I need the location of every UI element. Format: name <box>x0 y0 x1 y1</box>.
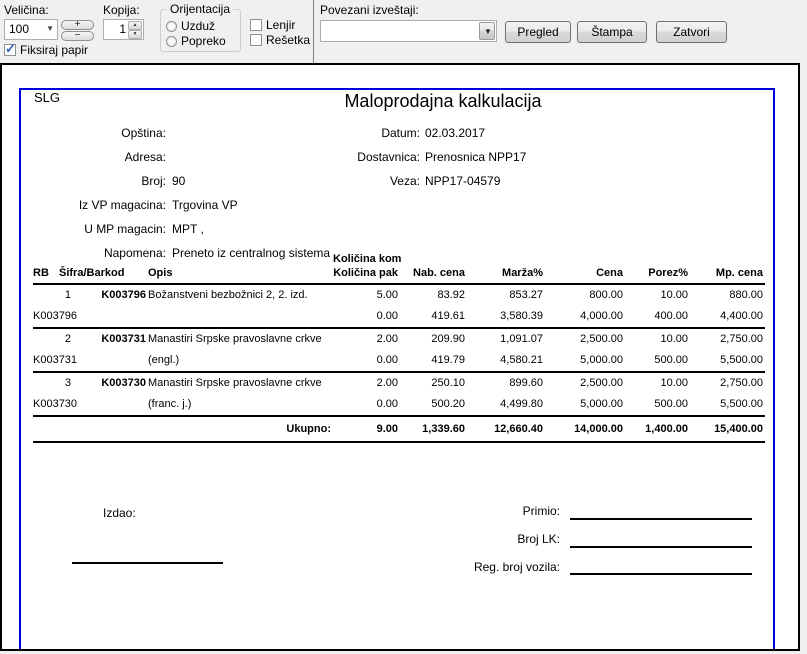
copies-input[interactable] <box>103 19 144 40</box>
zoom-out-button[interactable]: − <box>61 31 94 41</box>
report-logo: SLG <box>34 90 61 105</box>
table-row: 2 K003731 Manastiri Srpske pravoslavne crkve 2.00 209.90 1,091.07 2,500.00 10.00 2,750.00 K003731 (engl.) 0.00 419.79 4,580.21 5,000.00 500.00 5,500.00 <box>33 328 765 372</box>
radio-portrait[interactable] <box>166 19 215 33</box>
col-mp: Mp. cena <box>715 267 763 279</box>
chevron-down-icon[interactable]: ▼ <box>46 24 54 33</box>
report-preview-page[interactable] <box>0 63 800 651</box>
table-totals-row: Ukupno: 9.00 1,339.60 12,660.40 14,000.00 1,400.00 15,400.00 <box>33 416 765 442</box>
field-label-veza: Veza: <box>389 174 420 188</box>
toolbar <box>0 0 807 63</box>
print-button[interactable]: Štampa <box>577 21 647 43</box>
col-cena: Cena <box>596 267 623 279</box>
copies-value: 1 <box>119 22 126 36</box>
field-value-broj: 90 <box>172 174 186 188</box>
preview-button[interactable]: Pregled <box>505 21 571 43</box>
col-porez: Porez% <box>648 267 688 279</box>
close-button[interactable]: Zatvori <box>656 21 727 43</box>
grid-label: Rešetka <box>266 33 311 47</box>
fix-paper-checkbox[interactable] <box>4 43 88 57</box>
col-marza: Marža% <box>502 267 543 279</box>
field-label-u-mp: U MP magacin: <box>84 222 166 236</box>
copies-spinner[interactable] <box>128 21 142 39</box>
fix-paper-label: Fiksiraj papir <box>20 43 89 57</box>
field-value-u-mp: MPT , <box>172 222 204 236</box>
field-value-dostavnica: Prenosnica NPP17 <box>425 150 527 164</box>
totals-label: Ukupno: <box>286 423 331 435</box>
dropdown-button[interactable] <box>479 22 495 40</box>
vehicle-reg-label: Reg. broj vozila: <box>473 560 560 574</box>
report-title: Maloprodajna kalkulacija <box>344 91 542 111</box>
field-label-broj: Broj: <box>141 174 166 188</box>
field-value-veza: NPP17-04579 <box>425 174 501 188</box>
col-qty: Količina kom Količina pak <box>333 253 402 279</box>
zoom-in-button[interactable]: + <box>61 20 94 30</box>
ruler-checkbox[interactable] <box>250 18 295 32</box>
col-code: Šifra/Barkod <box>59 267 125 279</box>
table-row: 1 K003796 Božanstveni bezbožnici 2, 2. izd. 5.00 83.92 853.27 800.00 10.00 880.00 K003796 0.00 419.61 3,580.39 4,000.00 400.00 4,400.00 <box>33 284 765 328</box>
grid-checkbox[interactable] <box>250 33 310 47</box>
field-value-iz-vp: Trgovina VP <box>172 198 238 212</box>
checkbox-unchecked-icon[interactable] <box>250 19 262 31</box>
spin-down-icon[interactable]: ▼ <box>128 30 142 39</box>
checkbox-checked-icon[interactable] <box>4 41 16 56</box>
linked-reports-combobox[interactable] <box>320 20 497 42</box>
field-label-opstina: Opština: <box>121 126 166 140</box>
ruler-label: Lenjir <box>266 18 296 32</box>
radio-icon[interactable] <box>166 21 177 32</box>
col-rb: RB <box>33 267 49 279</box>
items-table <box>33 252 765 443</box>
col-nab: Nab. cena <box>413 267 465 279</box>
issued-signature-line <box>72 562 223 564</box>
field-label-datum: Datum: <box>381 126 420 140</box>
received-by-label: Primio: <box>522 504 560 518</box>
received-signature-line <box>570 518 752 520</box>
radio-landscape-label: Popreko <box>181 34 226 48</box>
checkbox-unchecked-icon[interactable] <box>250 34 262 46</box>
radio-portrait-label: Uzduž <box>181 19 216 33</box>
table-row: 3 K003730 Manastiri Srpske pravoslavne crkve 2.00 250.10 899.60 2,500.00 10.00 2,750.00 K003730 (franc. j.) 0.00 500.20 4,499.80 5,000.00 500.00 5,500.00 <box>33 372 765 416</box>
radio-icon[interactable] <box>166 36 177 47</box>
id-card-label: Broj LK: <box>517 532 560 546</box>
size-label: Veličina: <box>4 3 49 17</box>
field-value-datum: 02.03.2017 <box>425 126 486 140</box>
size-value: 100 <box>9 22 30 36</box>
spin-up-icon[interactable]: ▲ <box>128 21 142 30</box>
size-combobox[interactable] <box>4 19 58 40</box>
table-header <box>33 252 765 284</box>
copies-label: Kopija: <box>103 3 140 17</box>
radio-landscape[interactable] <box>166 34 226 48</box>
field-label-dostavnica: Dostavnica: <box>357 150 420 164</box>
issued-by-label: Izdao: <box>103 506 136 520</box>
field-label-napomena: Napomena: <box>103 246 166 260</box>
field-label-iz-vp: Iz VP magacina: <box>78 198 166 212</box>
field-label-adresa: Adresa: <box>124 150 166 164</box>
linked-reports-label: Povezani izveštaji: <box>320 3 419 17</box>
col-desc: Opis <box>148 267 173 279</box>
field-value-napomena: Preneto iz centralnog sistema <box>172 246 331 260</box>
orientation-group-title: Orijentacija <box>167 2 233 16</box>
orientation-group <box>160 2 241 52</box>
toolbar-separator <box>313 0 314 63</box>
id-card-line <box>570 546 752 548</box>
vehicle-reg-line <box>570 573 752 575</box>
chevron-down-icon: ▼ <box>484 27 492 36</box>
check-icon: ✓ <box>5 41 16 56</box>
